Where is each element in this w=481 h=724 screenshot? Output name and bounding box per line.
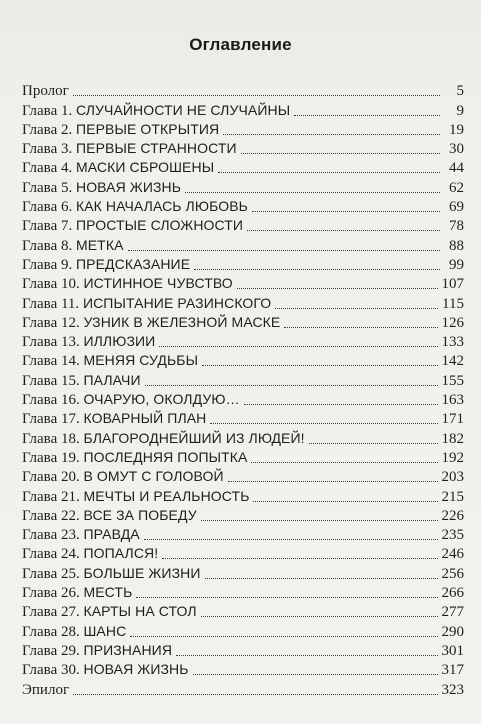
chapter-title: ПРЕДСКАЗАНИЕ bbox=[75, 255, 191, 272]
toc-entry-label bbox=[22, 430, 305, 447]
toc-entry bbox=[22, 640, 464, 659]
chapter-title: МЕНЯЯ СУДЬБЫ bbox=[83, 352, 199, 369]
dot-leader bbox=[162, 557, 437, 559]
chapter-title: В ОМУТ С ГОЛОВОЙ bbox=[83, 468, 224, 485]
toc-entry-label bbox=[22, 256, 190, 273]
chapter-title: БЛАГОРОДНЕЙШИЙ ИЗ ЛЮДЕЙ! bbox=[83, 429, 305, 446]
toc-entry bbox=[22, 273, 464, 292]
page-number: 266 bbox=[441, 585, 464, 602]
dot-leader bbox=[128, 249, 440, 251]
toc-entry-label bbox=[22, 642, 172, 659]
chapter-title: НОВАЯ ЖИЗНЬ bbox=[75, 178, 182, 195]
toc-entry-label bbox=[22, 603, 197, 620]
chapter-number: Глава 16. bbox=[22, 392, 80, 409]
toc-entry bbox=[22, 485, 464, 504]
dot-leader bbox=[244, 403, 438, 405]
toc-entry-label bbox=[22, 198, 248, 215]
chapter-number: Глава 14. bbox=[22, 353, 80, 370]
dot-leader bbox=[73, 693, 437, 695]
dot-leader bbox=[144, 538, 438, 540]
toc-entry-label bbox=[22, 352, 198, 369]
dot-leader bbox=[201, 519, 438, 521]
toc-entry-label bbox=[22, 391, 240, 408]
chapter-title: СЛУЧАЙНОСТИ НЕ СЛУЧАЙНЫ bbox=[75, 101, 291, 118]
chapter-title: ПЕРВЫЕ СТРАННОСТИ bbox=[75, 140, 237, 157]
chapter-number: Глава 9. bbox=[22, 256, 73, 273]
page-number: 290 bbox=[441, 623, 464, 640]
chapter-title: МАСКИ СБРОШЕНЫ bbox=[75, 159, 215, 176]
toc-entry bbox=[22, 176, 464, 195]
page-number: 323 bbox=[441, 681, 464, 698]
chapter-title: МЕТКА bbox=[75, 236, 124, 253]
dot-leader bbox=[73, 94, 440, 96]
toc-entry-label bbox=[22, 682, 69, 698]
toc-entry-label bbox=[22, 102, 290, 119]
chapter-number: Глава 29. bbox=[22, 642, 80, 659]
toc-entry-label bbox=[22, 584, 132, 601]
chapter-number: Глава 2. bbox=[22, 121, 73, 138]
toc-entry bbox=[22, 157, 464, 176]
toc-entry-label bbox=[22, 372, 141, 389]
dot-leader bbox=[247, 229, 440, 231]
dot-leader bbox=[275, 307, 438, 309]
chapter-number: Глава 17. bbox=[22, 411, 80, 428]
dot-leader bbox=[309, 442, 438, 444]
page-number: 277 bbox=[441, 604, 464, 621]
chapter-title: ПРОСТЫЕ СЛОЖНОСТИ bbox=[75, 217, 244, 234]
chapter-title: КАРТЫ НА СТОЛ bbox=[83, 603, 197, 620]
toc-entry bbox=[22, 466, 464, 485]
dot-leader bbox=[294, 114, 440, 116]
toc-entry bbox=[22, 543, 464, 562]
dot-leader bbox=[201, 615, 438, 617]
chapter-title: МЕСТЬ bbox=[83, 584, 133, 601]
toc-entry-label bbox=[22, 488, 249, 505]
chapter-number: Глава 23. bbox=[22, 527, 80, 544]
page-number: 78 bbox=[449, 218, 464, 235]
chapter-title: ОЧАРУЮ, ОКОЛДУЮ… bbox=[83, 391, 240, 408]
page-number: 155 bbox=[441, 372, 464, 389]
toc-entry bbox=[22, 196, 464, 215]
chapter-title: ПРАВДА bbox=[83, 526, 140, 543]
chapter-number: Глава 30. bbox=[22, 662, 80, 679]
toc-entry bbox=[22, 331, 464, 350]
page-number: 126 bbox=[441, 314, 464, 331]
toc-entry-label bbox=[22, 661, 189, 678]
dot-leader bbox=[218, 171, 440, 173]
page-number: 226 bbox=[441, 507, 464, 524]
chapter-title: НОВАЯ ЖИЗНЬ bbox=[83, 661, 189, 678]
chapter-number: Глава 26. bbox=[22, 585, 80, 602]
page-number: 163 bbox=[441, 392, 464, 409]
chapter-title: ИСТИННОЕ ЧУВСТВО bbox=[83, 275, 233, 292]
chapter-title: ПРИЗНАНИЯ bbox=[83, 641, 173, 658]
page-number: 88 bbox=[449, 237, 464, 254]
page-number: 171 bbox=[441, 411, 464, 428]
dot-leader bbox=[241, 152, 440, 154]
chapter-number: Глава 12. bbox=[22, 314, 80, 331]
toc-entry-label bbox=[22, 410, 206, 427]
toc-entry-label bbox=[22, 526, 140, 543]
chapter-number: Глава 13. bbox=[22, 334, 80, 351]
page-number: 62 bbox=[449, 179, 464, 196]
toc-entry bbox=[22, 447, 464, 466]
chapter-title: ВСЕ ЗА ПОБЕДУ bbox=[83, 506, 197, 523]
chapter-number: Эпилог bbox=[22, 681, 70, 698]
dot-leader bbox=[210, 422, 437, 424]
dot-leader bbox=[176, 654, 437, 656]
toc-entry bbox=[22, 427, 464, 446]
page-title: Оглавление bbox=[189, 35, 292, 54]
toc-entry-label bbox=[22, 159, 214, 176]
dot-leader bbox=[193, 673, 438, 675]
dot-leader bbox=[253, 500, 437, 502]
chapter-title: МЕЧТЫ И РЕАЛЬНОСТЬ bbox=[83, 487, 250, 504]
page-number: 133 bbox=[441, 334, 464, 351]
toc-entry-label bbox=[22, 83, 69, 99]
toc-entry-label bbox=[22, 507, 197, 524]
toc-entry bbox=[22, 524, 464, 543]
dot-leader bbox=[284, 326, 437, 328]
toc-entry-label bbox=[22, 333, 155, 350]
chapter-number: Глава 4. bbox=[22, 160, 73, 177]
dot-leader bbox=[185, 191, 440, 193]
chapter-number: Глава 10. bbox=[22, 276, 80, 293]
page-number: 107 bbox=[441, 276, 464, 293]
page-number: 246 bbox=[441, 546, 464, 563]
toc-entry bbox=[22, 505, 464, 524]
chapter-number: Глава 15. bbox=[22, 372, 80, 389]
dot-leader bbox=[252, 210, 440, 212]
page-number: 115 bbox=[442, 295, 464, 312]
page-number: 44 bbox=[449, 160, 464, 177]
chapter-number: Глава 1. bbox=[22, 102, 73, 119]
chapter-title: КАК НАЧАЛАСЬ ЛЮБОВЬ bbox=[75, 198, 248, 215]
toc-entry bbox=[22, 408, 464, 427]
toc-entry bbox=[22, 369, 464, 388]
toc-entry bbox=[22, 562, 464, 581]
chapter-number: Глава 25. bbox=[22, 565, 80, 582]
toc-entry bbox=[22, 678, 464, 697]
chapter-title: ПАЛАЧИ bbox=[83, 371, 141, 388]
page-number: 317 bbox=[441, 662, 464, 679]
dot-leader bbox=[130, 635, 437, 637]
page-number: 5 bbox=[456, 83, 464, 100]
chapter-title: ШАНС bbox=[83, 622, 127, 639]
toc-entry-label bbox=[22, 217, 243, 234]
toc-entry bbox=[22, 234, 464, 253]
toc-entry bbox=[22, 119, 464, 138]
chapter-title: ПОСЛЕДНЯЯ ПОПЫТКА bbox=[83, 448, 248, 465]
dot-leader bbox=[194, 268, 440, 270]
toc-entry-label bbox=[22, 565, 201, 582]
toc-entry-label bbox=[22, 545, 158, 562]
chapter-title: ПОПАЛСЯ! bbox=[83, 545, 159, 562]
toc-entry bbox=[22, 582, 464, 601]
dot-leader bbox=[202, 364, 437, 366]
chapter-number: Глава 7. bbox=[22, 218, 73, 235]
toc-entry bbox=[22, 659, 464, 678]
toc-entry bbox=[22, 80, 464, 99]
page-number: 182 bbox=[441, 430, 464, 447]
dot-leader bbox=[251, 461, 437, 463]
chapter-number: Глава 22. bbox=[22, 507, 80, 524]
page-number: 192 bbox=[441, 449, 464, 466]
chapter-title: БОЛЬШЕ ЖИЗНИ bbox=[83, 564, 201, 581]
dot-leader bbox=[159, 345, 437, 347]
toc-entry bbox=[22, 138, 464, 157]
page-number: 99 bbox=[449, 256, 464, 273]
chapter-number: Глава 19. bbox=[22, 449, 80, 466]
page-number: 301 bbox=[441, 642, 464, 659]
toc-entry bbox=[22, 389, 464, 408]
toc-entry bbox=[22, 254, 464, 273]
page-number: 215 bbox=[441, 488, 464, 505]
chapter-number: Глава 8. bbox=[22, 237, 73, 254]
chapter-number: Глава 20. bbox=[22, 469, 80, 486]
chapter-title: УЗНИК В ЖЕЛЕЗНОЙ МАСКЕ bbox=[83, 313, 281, 330]
page-number: 142 bbox=[441, 353, 464, 370]
chapter-number: Глава 24. bbox=[22, 546, 80, 563]
page-number: 256 bbox=[441, 565, 464, 582]
page-number: 30 bbox=[449, 141, 464, 158]
chapter-title: ПЕРВЫЕ ОТКРЫТИЯ bbox=[75, 120, 220, 137]
toc-entry bbox=[22, 215, 464, 234]
dot-leader bbox=[223, 133, 440, 135]
page-number: 203 bbox=[441, 469, 464, 486]
chapter-title: КОВАРНЫЙ ПЛАН bbox=[83, 410, 207, 427]
chapter-number: Глава 5. bbox=[22, 179, 73, 196]
chapter-number: Глава 11. bbox=[22, 295, 80, 312]
page-number: 235 bbox=[441, 527, 464, 544]
toc-entry bbox=[22, 601, 464, 620]
toc-entry bbox=[22, 99, 464, 118]
toc-entry-label bbox=[22, 275, 233, 292]
toc-entry-label bbox=[22, 468, 224, 485]
chapter-number: Пролог bbox=[22, 83, 69, 100]
chapter-number: Глава 6. bbox=[22, 199, 73, 216]
toc-entry bbox=[22, 292, 464, 311]
page-number: 69 bbox=[449, 199, 464, 216]
chapter-number: Глава 28. bbox=[22, 623, 80, 640]
chapter-number: Глава 3. bbox=[22, 141, 73, 158]
chapter-number: Глава 27. bbox=[22, 604, 80, 621]
page-number: 9 bbox=[456, 102, 464, 119]
toc-entry-label bbox=[22, 295, 271, 312]
table-of-contents bbox=[22, 80, 464, 698]
toc-entry-label bbox=[22, 121, 219, 138]
chapter-title: ИЛЛЮЗИИ bbox=[83, 333, 156, 350]
dot-leader bbox=[237, 287, 438, 289]
dot-leader bbox=[145, 384, 438, 386]
toc-entry-label bbox=[22, 140, 237, 157]
dot-leader bbox=[136, 596, 437, 598]
toc-entry-label bbox=[22, 623, 126, 640]
toc-entry-label bbox=[22, 237, 124, 254]
toc-entry-label bbox=[22, 449, 247, 466]
chapter-number: Глава 21. bbox=[22, 488, 80, 505]
toc-entry bbox=[22, 312, 464, 331]
chapter-title: ИСПЫТАНИЕ РАЗИНСКОГО bbox=[82, 294, 272, 311]
page-number: 19 bbox=[449, 121, 464, 138]
chapter-number: Глава 18. bbox=[22, 430, 80, 447]
toc-entry-label bbox=[22, 314, 280, 331]
dot-leader bbox=[228, 480, 438, 482]
dot-leader bbox=[205, 577, 438, 579]
toc-entry-label bbox=[22, 179, 181, 196]
toc-entry bbox=[22, 350, 464, 369]
toc-entry bbox=[22, 620, 464, 639]
